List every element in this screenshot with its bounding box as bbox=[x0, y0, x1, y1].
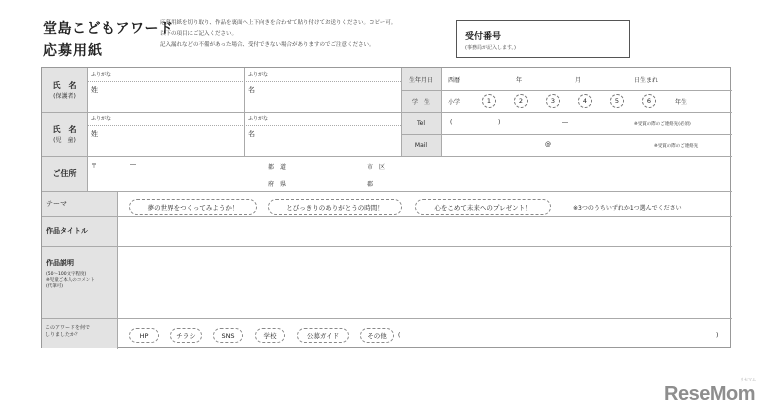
city-top: 市 区 bbox=[367, 164, 386, 171]
theme-label-text: テーマ bbox=[46, 199, 67, 208]
mail-label bbox=[401, 134, 441, 156]
instruction-line: 以下の項目にご記入ください。 bbox=[160, 31, 238, 37]
prefecture-top: 都 道 bbox=[268, 164, 287, 171]
source-option-flyer[interactable]: チラシ bbox=[170, 328, 202, 343]
theme-option-dream[interactable]: 夢の世界をつくってみようか！ bbox=[129, 199, 257, 215]
child-furigana-given: ふりがな bbox=[248, 116, 269, 122]
tel-note: ※受賞の際のご連絡先(必須) bbox=[634, 122, 691, 127]
birthdate-label bbox=[401, 68, 441, 90]
resemom-logo-ruby: リセマム bbox=[740, 377, 756, 382]
description-note-proxy: (代筆可) bbox=[46, 284, 64, 289]
theme-option-future[interactable]: 心をこめて未来へのプレゼント！ bbox=[415, 199, 551, 215]
grade-option-4[interactable]: 4 bbox=[578, 94, 592, 108]
birth-era: 西暦 bbox=[448, 77, 461, 84]
source-option-hp[interactable]: HP bbox=[129, 328, 159, 343]
work-title-label bbox=[42, 216, 117, 246]
address-field[interactable] bbox=[92, 158, 727, 188]
instruction-line: 記入漏れなどの不備があった場合、受付できない場合がありますのでご注意ください。 bbox=[160, 42, 375, 48]
child-label-main: 氏 名 bbox=[52, 125, 77, 134]
form-title: 堂島こどもアワード bbox=[43, 21, 174, 37]
child-surname-label: 姓 bbox=[91, 130, 98, 138]
birth-month-unit: 月 bbox=[575, 77, 582, 84]
mail-field[interactable] bbox=[445, 136, 645, 154]
mail-label-text: Mail bbox=[414, 141, 428, 149]
birth-year-unit: 年 bbox=[516, 77, 523, 84]
tel-field[interactable] bbox=[454, 114, 624, 132]
grade-label-text: 学 生 bbox=[411, 98, 430, 106]
guardian-label-main: 氏 名 bbox=[52, 81, 77, 90]
resemom-logo: ReseMom bbox=[664, 383, 755, 405]
child-furigana-surname: ふりがな bbox=[91, 116, 112, 122]
receipt-label: 受付番号 bbox=[465, 32, 502, 42]
tel-close-paren: ) bbox=[498, 119, 501, 126]
postal-dash: ― bbox=[130, 161, 136, 168]
child-surname-field[interactable] bbox=[100, 126, 240, 154]
grade-option-2[interactable]: 2 bbox=[514, 94, 528, 108]
guardian-label-sub: (保護者) bbox=[53, 93, 76, 100]
child-given-field[interactable] bbox=[257, 126, 397, 154]
description-field[interactable] bbox=[120, 248, 728, 316]
grade-option-5[interactable]: 5 bbox=[610, 94, 624, 108]
guardian-given-field[interactable] bbox=[257, 82, 397, 110]
source-option-koubo-guide[interactable]: 公募ガイド bbox=[297, 328, 349, 343]
guardian-surname-label: 姓 bbox=[91, 86, 98, 94]
source-other-open-paren: ( bbox=[398, 332, 401, 339]
grade-option-1[interactable]: 1 bbox=[482, 94, 496, 108]
source-option-school[interactable]: 学校 bbox=[255, 328, 285, 343]
guardian-given-label: 名 bbox=[248, 86, 255, 94]
instruction-line: 応募用紙を切り取り、作品を裏面へ上下向きを合わせて貼り付けてお送りください。コピー可。 bbox=[160, 20, 397, 26]
receipt-note: (事務局が記入します。) bbox=[465, 45, 517, 51]
source-label-line: このアワードを何で bbox=[45, 325, 91, 331]
source-other-field[interactable] bbox=[404, 326, 712, 344]
receipt-number-box bbox=[456, 20, 630, 58]
prefecture-bottom: 府 県 bbox=[268, 181, 287, 188]
source-other-close-paren: ) bbox=[716, 332, 719, 339]
mail-at: @ bbox=[545, 141, 551, 148]
description-note-comment: ※児童ご本人のコメント bbox=[46, 278, 95, 283]
application-form bbox=[41, 67, 731, 348]
grade-suffix: 年生 bbox=[675, 99, 688, 106]
tel-dash: ― bbox=[562, 119, 568, 126]
postal-mark: 〒 bbox=[91, 163, 98, 170]
tel-open-paren: ( bbox=[450, 119, 453, 126]
address-label-text: ご住所 bbox=[52, 169, 77, 178]
child-name-label bbox=[42, 112, 87, 156]
mail-note: ※受賞の際のご連絡先 bbox=[654, 144, 699, 149]
description-note-length: (50～100文字程度) bbox=[46, 272, 87, 277]
child-label-sub: (児 童) bbox=[53, 137, 76, 144]
instructions bbox=[160, 18, 396, 51]
city-bottom: 郡 bbox=[367, 181, 374, 188]
theme-note: ※3つのうちいずれか1つ選んでください bbox=[573, 205, 682, 212]
grade-option-6[interactable]: 6 bbox=[642, 94, 656, 108]
work-title-label-text: 作品タイトル bbox=[46, 227, 88, 235]
tel-label-text: Tel bbox=[416, 119, 425, 127]
source-label-line: しりましたか？ bbox=[45, 332, 81, 338]
description-label-text: 作品説明 bbox=[46, 259, 74, 267]
guardian-furigana-surname: ふりがな bbox=[91, 72, 112, 78]
guardian-surname-field[interactable] bbox=[100, 82, 240, 110]
grade-option-3[interactable]: 3 bbox=[546, 94, 560, 108]
grade-prefix: 小学 bbox=[448, 99, 461, 106]
work-title-field[interactable] bbox=[120, 218, 728, 244]
guardian-furigana-given: ふりがな bbox=[248, 72, 269, 78]
source-label bbox=[42, 318, 117, 348]
address-label bbox=[42, 156, 87, 191]
birth-day-unit: 日生まれ bbox=[634, 77, 659, 84]
source-option-sns[interactable]: SNS bbox=[213, 328, 243, 343]
form-subtitle: 応募用紙 bbox=[43, 43, 103, 59]
tel-label bbox=[401, 112, 441, 134]
grade-label bbox=[401, 90, 441, 112]
source-option-other[interactable]: その他 bbox=[360, 328, 394, 343]
guardian-name-label bbox=[42, 68, 87, 112]
theme-label bbox=[42, 191, 117, 216]
birthdate-label-text: 生年月日 bbox=[408, 76, 433, 84]
theme-option-thanks[interactable]: とびっきりのありがとうの時間！ bbox=[268, 199, 402, 215]
description-label bbox=[42, 246, 117, 318]
child-given-label: 名 bbox=[248, 130, 255, 138]
